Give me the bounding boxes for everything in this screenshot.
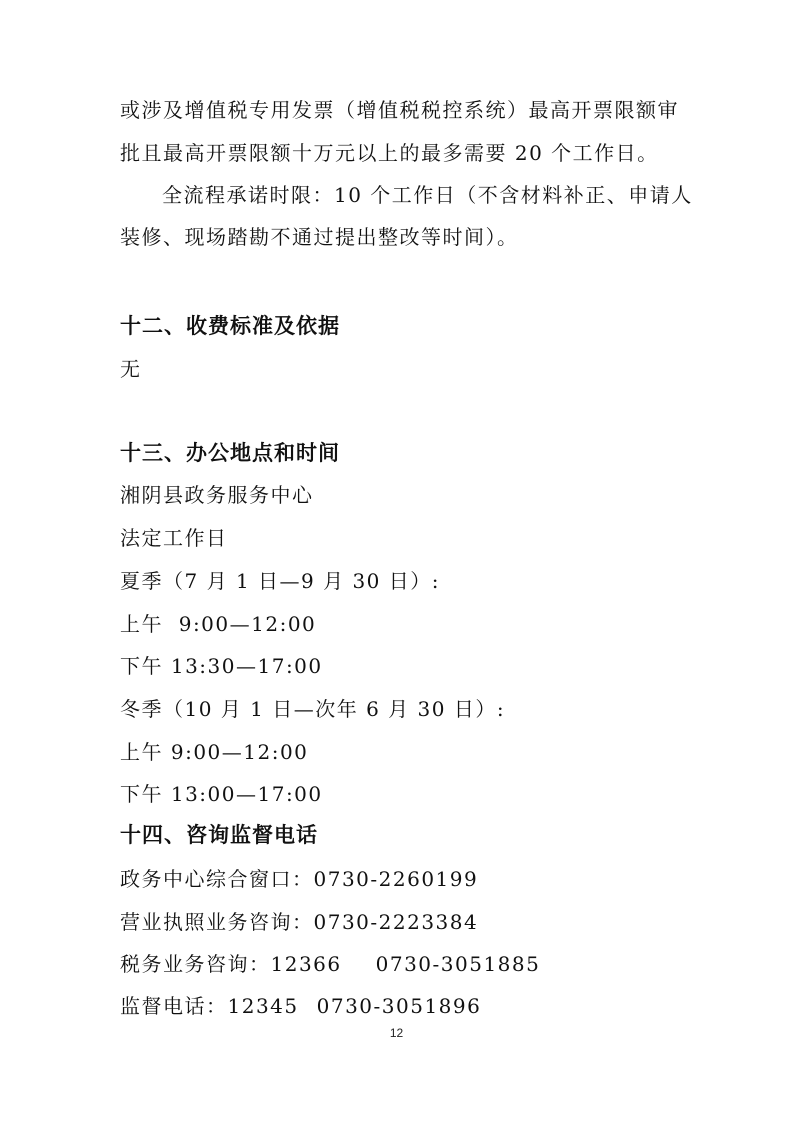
tax-consult-label: 税务业务咨询：12366 — [120, 952, 342, 976]
tax-consult-number: 0730-3051885 — [375, 952, 541, 976]
supervision-number: 0730-3051896 — [316, 994, 482, 1018]
page-number: 12 — [389, 1026, 404, 1040]
summer-morning-hours: 上午 9:00—12:00 — [120, 612, 317, 636]
section-heading-office: 十三、办公地点和时间 — [120, 441, 340, 465]
contact-center-window: 政务中心综合窗口：0730-2260199 — [120, 867, 479, 891]
contact-supervision — [120, 994, 481, 1018]
paragraph-line: 全流程承诺时限：10 个工作日（不含材料补正、申请人 — [162, 183, 693, 207]
section-heading-contact: 十四、咨询监督电话 — [120, 823, 318, 847]
summer-schedule-label: 夏季（7 月 1 日—9 月 30 日）: — [120, 569, 441, 593]
summer-afternoon-hours: 下午 13:30—17:00 — [120, 654, 323, 678]
winter-morning-hours: 上午 9:00—12:00 — [120, 740, 309, 764]
section-heading-fees: 十二、收费标准及依据 — [120, 314, 340, 338]
office-location: 湘阴县政务服务中心 — [120, 483, 314, 507]
winter-afternoon-hours: 下午 13:00—17:00 — [120, 782, 323, 806]
paragraph-line: 或涉及增值税专用发票（增值税税控系统）最高开票限额审 — [120, 98, 679, 122]
contact-tax-consult — [120, 952, 540, 976]
contact-license-consult: 营业执照业务咨询：0730-2223384 — [120, 910, 479, 934]
paragraph-line: 批且最高开票限额十万元以上的最多需要 20 个工作日。 — [120, 141, 659, 165]
fees-content: 无 — [120, 357, 142, 381]
supervision-label: 监督电话：12345 — [120, 994, 299, 1018]
office-workday: 法定工作日 — [120, 526, 228, 550]
winter-schedule-label: 冬季（10 月 1 日—次年 6 月 30 日）: — [120, 697, 506, 721]
paragraph-line: 装修、现场踏勘不通过提出整改等时间）。 — [120, 225, 519, 249]
